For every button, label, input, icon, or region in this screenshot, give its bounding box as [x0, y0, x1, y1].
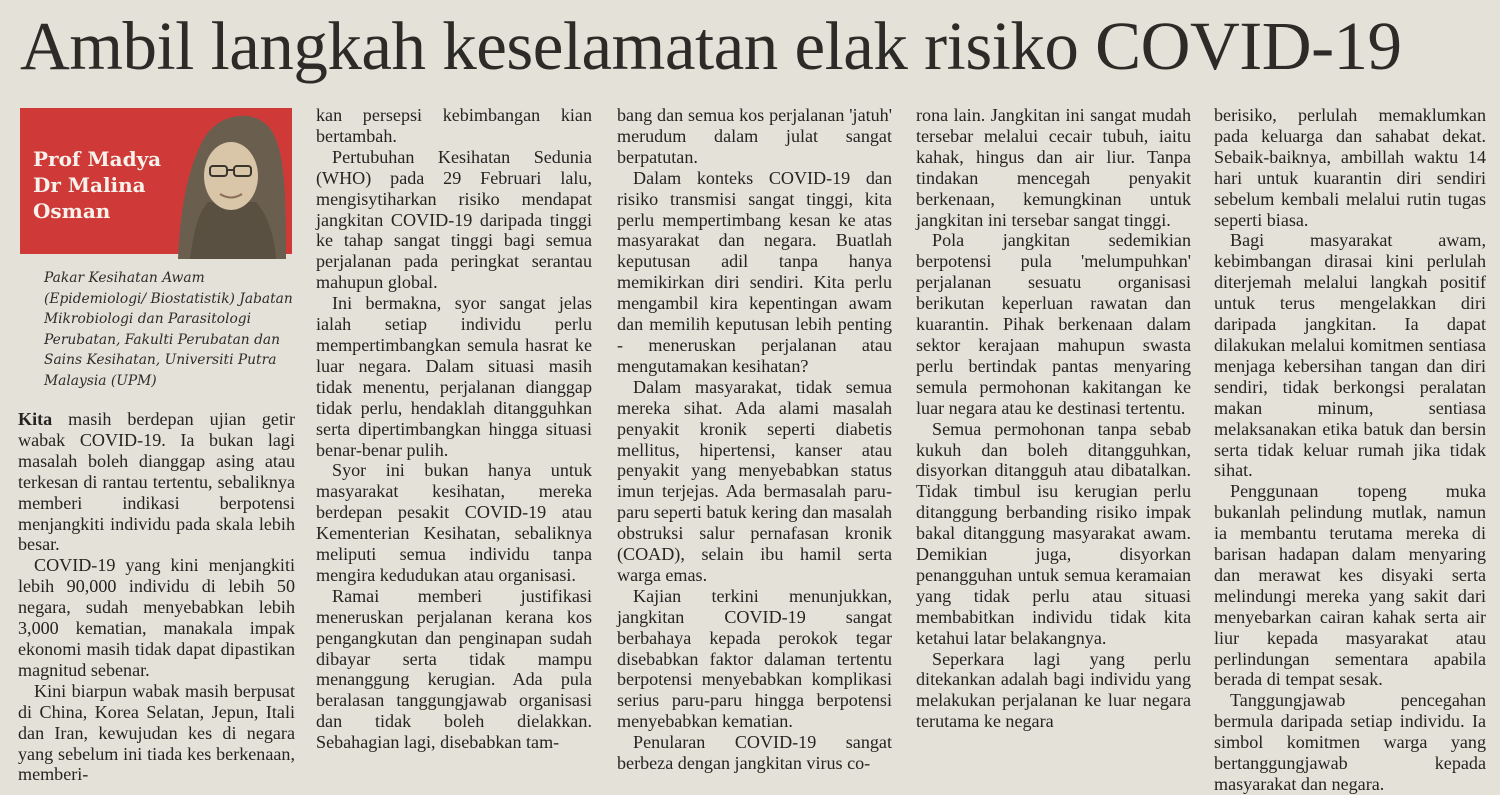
author-name-line: Prof Madya	[33, 147, 162, 171]
paragraph: Tanggungjawab pencegahan bermula daripada setiap individu. Ia simbol komitmen warga yang bertanggungjawab kepada masyarakat dan negara.	[1214, 690, 1486, 794]
paragraph: Pola jangkitan sedemikian berpotensi pula 'melumpuhkan' perjalanan sesuatu organisasi berikutan keperluan rawatan dan kuarantin. Pihak berkenaan dalam sektor kerajaan mahupun swasta perlu bertindak pantas menyaring semula permohonan kakitangan ke luar negara atau ke destinasi tertentu.	[916, 230, 1191, 418]
paragraph: Kini biarpun wabak masih berpusat di China, Korea Selatan, Jepun, Itali dan Iran, kewujudan kes di negara yang sebelum ini tiada kes berkenaan, memberi-	[18, 680, 295, 785]
article-column-2	[316, 105, 592, 753]
paragraph: Dalam konteks COVID-19 dan risiko transmisi sangat tinggi, kita perlu mempertimbang kesan ke atas masyarakat dan negara. Buatlah keputusan adil tanpa hanya memikirkan diri sendiri. Kita perlu mengambil kira kepentingan awam dan memilih keputusan lebih penting - meneruskan perjalanan atau mengutamakan kesihatan?	[617, 167, 892, 376]
paragraph: kan persepsi kebimbangan kian bertambah.	[316, 105, 592, 146]
paragraph: Kajian terkini menunjukkan, jangkitan COVID-19 sangat berbahaya kepada perokok tegar disebabkan faktor dalaman tertentu berpotensi menyebabkan komplikasi serius paru-paru hingga berpotensi menyebabkan kematian.	[617, 585, 892, 732]
paragraph: Syor ini bukan hanya untuk masyarakat kesihatan, mereka berdepan pesakit COVID-19 atau Kementerian Kesihatan, sebaliknya meliputi semua individu tanpa mengira kedudukan atau organisasi.	[316, 460, 592, 585]
article-column-3	[617, 105, 892, 774]
paragraph	[18, 409, 295, 555]
headline: Ambil langkah keselamatan elak risiko COVID-19	[20, 8, 1402, 84]
paragraph: Pertubuhan Kesihatan Sedunia (WHO) pada 29 Februari lalu, mengisytiharkan risiko mendapat jangkitan COVID-19 daripada tinggi ke tahap sangat tinggi bagi semua perjalanan pada peringkat serantau mahupun global.	[316, 146, 592, 293]
paragraph: Seperkara lagi yang perlu ditekankan adalah bagi individu yang melakukan perjalanan ke luar negara terutama ke negara	[916, 648, 1191, 732]
paragraph: Penularan COVID-19 sangat berbeza dengan jangkitan virus co-	[617, 732, 892, 774]
paragraph-text: masih berdepan ujian getir wabak COVID-19. Ia bukan lagi masalah boleh dianggap asing atau terkesan di rantau tertentu, sebaliknya memberi indikasi berpotensi menjangkiti individu pada skala lebih besar.	[18, 409, 295, 555]
author-portrait	[168, 104, 293, 259]
paragraph: Dalam masyarakat, tidak semua mereka sihat. Ada alami masalah penyakit kronik seperti diabetis mellitus, hipertensi, kanser atau penyakit yang menyebabkan status imun terjejas. Ada bermasalah paru-paru seperti batuk kering dan masalah obstruksi salur pernafasan kronik (COAD), selain ibu hamil serta warga emas.	[617, 376, 892, 585]
paragraph: Semua permohonan tanpa sebab kukuh dan boleh ditangguhkan, disyorkan ditangguh atau dibatalkan. Tidak timbul isu kerugian perlu ditanggung berbanding risiko impak bakal ditanggung masyarakat awam. Demikian juga, disyorkan penangguhan untuk semua keramaian yang tidak perlu atau situasi membabitkan individu tidak kita ketahui latar belakangnya.	[916, 418, 1191, 648]
paragraph: Ramai memberi justifikasi meneruskan perjalanan kerana kos pengangkutan dan penginapan sudah dibayar serta tidak mampu menanggung kerugian. Ada pula beralasan tanggungjawab organisasi dan tidak boleh dielakkan. Sebahagian lagi, disebabkan tam-	[316, 585, 592, 753]
author-name-line: Osman	[33, 199, 111, 223]
paragraph: bang dan semua kos perjalanan 'jatuh' merudum dalam julat sangat berpatutan.	[617, 105, 892, 167]
paragraph: COVID-19 yang kini menjangkiti lebih 90,000 individu di lebih 50 negara, sudah menyebabkan lebih 3,000 kematian, manakala impak ekonomi masih tidak dapat dipastikan magnitud sebenar.	[18, 555, 295, 680]
author-name	[33, 146, 183, 224]
author-name-line: Dr Malina	[33, 173, 146, 197]
paragraph: Ini bermakna, syor sangat jelas ialah setiap individu perlu mempertimbangkan semula hasrat ke luar negara. Dalam situasi masih tidak menentu, perjalanan dianggap tidak perlu, hendaklah ditangguhkan serta dipertimbangkan hingga situasi benar-benar pulih.	[316, 293, 592, 460]
paragraph: rona lain. Jangkitan ini sangat mudah tersebar melalui cecair tubuh, iaitu kahak, hingus dan air liur. Tanpa tindakan mencegah penyakit berkenaan, kemungkinan untuk jangkitan ini tersebar sangat tinggi.	[916, 105, 1191, 230]
author-credentials: Pakar Kesihatan Awam (Epidemiologi/ Biostatistik) Jabatan Mikrobiologi dan Parasitologi Perubatan, Fakulti Perubatan dan Sains Kesihatan, Universiti Putra Malaysia (UPM)	[44, 270, 293, 389]
article-column-5	[1214, 105, 1486, 795]
paragraph: berisiko, perlulah memaklumkan pada keluarga dan sahabat dekat. Sebaik-baiknya, ambillah waktu 14 hari untuk kuarantin diri sendiri sebelum kembali melalui rutin tugas seperti biasa.	[1214, 105, 1486, 230]
article-column-1	[18, 409, 295, 785]
paragraph: Penggunaan topeng muka bukanlah pelindung mutlak, namun ia membantu terutama mereka di barisan hadapan dalam menyaring dan merawat kes disyaki serta melindungi mereka yang sakit dari menyebarkan cairan kahak serta air liur kepada masyarakat atau perlindungan sementara apabila berada di tempat sesak.	[1214, 481, 1486, 690]
lead-word: Kita	[18, 409, 53, 429]
article-column-4	[916, 105, 1191, 732]
paragraph: Bagi masyarakat awam, kebimbangan dirasai kini perlulah diterjemah melalui langkah positif untuk terus mengelakkan diri daripada jangkitan. Ia dapat dilakukan melalui komitmen sentiasa menjaga kebersihan tangan dan diri sendiri, tidak berkongsi peralatan makan minum, sentiasa melaksanakan etika batuk dan bersin serta tidak keluar rumah jika tidak sihat.	[1214, 230, 1486, 481]
